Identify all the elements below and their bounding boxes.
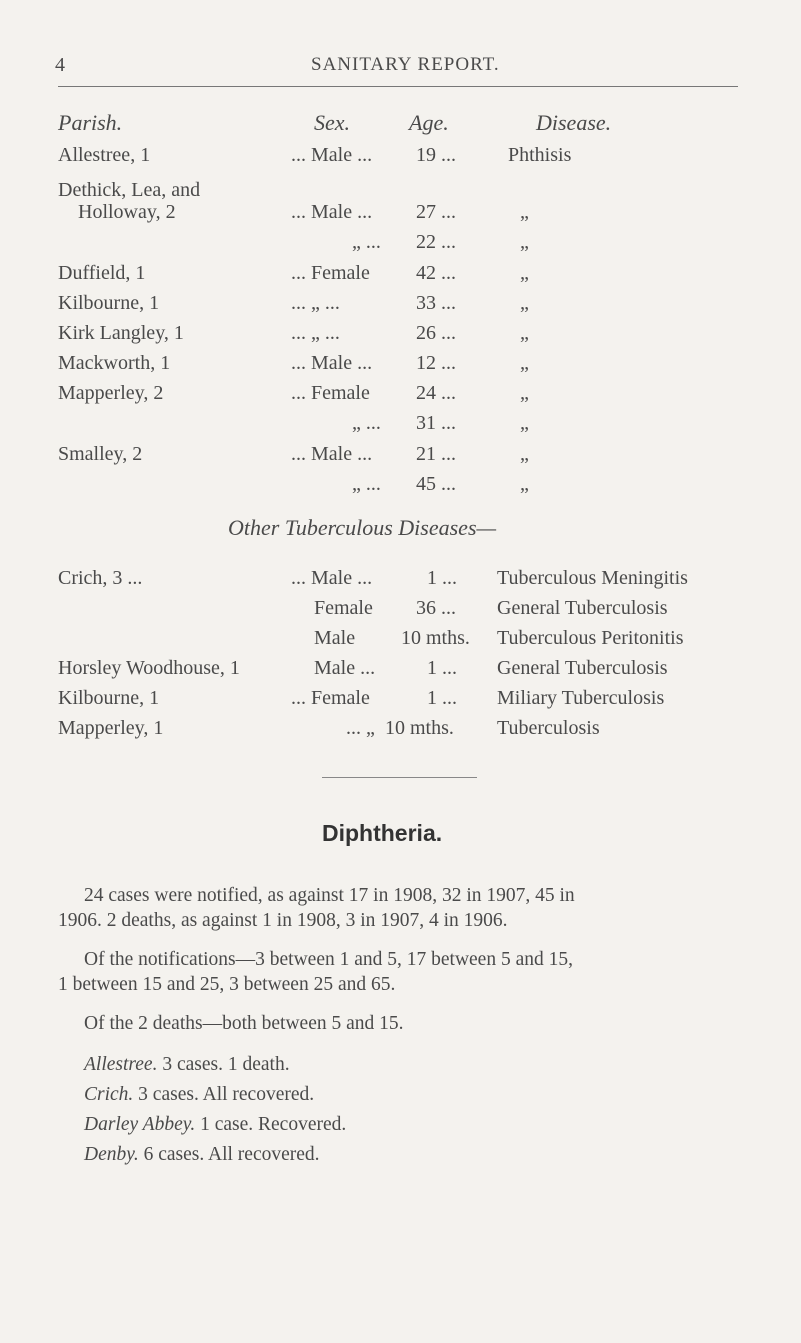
table-cell-age: 10 mths. xyxy=(401,627,470,649)
header-rule xyxy=(58,86,738,87)
table-cell-sex: ... Male ... xyxy=(291,567,373,589)
table-cell-age: 45 ... xyxy=(416,473,456,495)
table-cell-age: 33 ... xyxy=(416,292,456,314)
column-head-sex: Sex. xyxy=(314,110,351,135)
table-cell-age: 1 ... xyxy=(427,687,457,709)
section-divider xyxy=(322,777,477,778)
place-note: 3 cases. 1 death. xyxy=(162,1054,290,1075)
table-cell-parish: Kilbourne, 1 xyxy=(58,292,160,314)
table-cell-age: 1 ... xyxy=(427,567,457,589)
table-cell-disease: Tuberculous Peritonitis xyxy=(497,627,684,649)
table-cell-disease: „ xyxy=(520,443,529,465)
table-cell-disease: General Tuberculosis xyxy=(497,597,668,619)
table-cell-age: 19 ... xyxy=(416,144,456,166)
table-cell-disease: „ xyxy=(520,292,529,314)
diphtheria-para-3: Of the 2 deaths—both between 5 and 15. xyxy=(84,1013,404,1034)
table-cell-sex: „ ... xyxy=(352,473,381,495)
table-cell-disease: „ xyxy=(520,382,529,404)
table-cell-age: 1 ... xyxy=(427,657,457,679)
diphtheria-heading: Diphtheria. xyxy=(322,820,443,846)
table-cell-parish: Kilbourne, 1 xyxy=(58,687,160,709)
table-cell-age: 10 mths. xyxy=(385,717,454,739)
place-name: Allestree. xyxy=(84,1054,158,1075)
table-cell-age: 27 ... xyxy=(416,201,456,223)
table-cell-age: 31 ... xyxy=(416,412,456,434)
table-cell-age: 36 ... xyxy=(416,597,456,619)
page-number: 4 xyxy=(55,54,65,76)
table-cell-sex: „ ... xyxy=(352,412,381,434)
table-cell-parish: Crich, 3 ... xyxy=(58,567,143,589)
table-cell-parish: Allestree, 1 xyxy=(58,144,151,166)
table-cell-age: 12 ... xyxy=(416,352,456,374)
place-note: 3 cases. All recovered. xyxy=(138,1084,315,1105)
table-cell-sex: „ ... xyxy=(352,231,381,253)
place-entry xyxy=(58,1053,290,1077)
table-cell-sex: ... Male ... xyxy=(291,443,373,465)
table-cell-disease: „ xyxy=(520,322,529,344)
place-note: 1 case. Recovered. xyxy=(200,1114,347,1135)
table-cell-disease: „ xyxy=(520,352,529,374)
table-cell-sex: Male ... xyxy=(314,657,376,679)
table-cell-sex: ... Female xyxy=(291,382,370,404)
table-cell-parish: Mackworth, 1 xyxy=(58,352,171,374)
place-name: Darley Abbey. xyxy=(84,1114,196,1135)
place-entry xyxy=(58,1143,320,1167)
table-cell-parish: Dethick, Lea, and xyxy=(58,179,201,201)
table-cell-disease: Miliary Tuberculosis xyxy=(497,687,665,709)
table-cell-age: 22 ... xyxy=(416,231,456,253)
table-cell-parish: Horsley Woodhouse, 1 xyxy=(58,657,240,679)
table-cell-disease: Tuberculous Meningitis xyxy=(497,567,688,589)
table-cell-parish: Holloway, 2 xyxy=(78,201,176,223)
table-cell-age: 21 ... xyxy=(416,443,456,465)
table-cell-sex: ... „ xyxy=(346,717,375,739)
table-cell-parish: Smalley, 2 xyxy=(58,443,143,465)
table-cell-age: 42 ... xyxy=(416,262,456,284)
table-cell-sex: ... Female xyxy=(291,262,370,284)
table-cell-sex: ... Male ... xyxy=(291,352,373,374)
table-cell-disease: Tuberculosis xyxy=(497,717,600,739)
place-name: Denby. xyxy=(84,1144,139,1165)
table-cell-disease: „ xyxy=(520,412,529,434)
table-cell-disease: „ xyxy=(520,231,529,253)
diphtheria-para-2-line-2: 1 between 15 and 25, 3 between 25 and 65. xyxy=(58,974,396,995)
table-cell-parish: Mapperley, 1 xyxy=(58,717,164,739)
table-cell-disease: General Tuberculosis xyxy=(497,657,668,679)
table-cell-disease: „ xyxy=(520,201,529,223)
place-entry xyxy=(58,1113,346,1137)
table-cell-sex: Female xyxy=(314,597,373,619)
table-cell-sex: ... Male ... xyxy=(291,144,373,166)
place-entry xyxy=(58,1083,314,1107)
diphtheria-para-1-line-2: 1906. 2 deaths, as against 1 in 1908, 3 in 1907, 4 in 1906. xyxy=(58,910,508,931)
table-cell-age: 24 ... xyxy=(416,382,456,404)
table-cell-sex: Male xyxy=(314,627,356,649)
table-cell-parish: Mapperley, 2 xyxy=(58,382,164,404)
column-head-parish: Parish. xyxy=(58,110,123,135)
diphtheria-para-1-line-1: 24 cases were notified, as against 17 in 1908, 32 in 1907, 45 in xyxy=(84,885,575,906)
table-cell-disease: Phthisis xyxy=(508,144,572,166)
table-cell-parish: Duffield, 1 xyxy=(58,262,146,284)
table-cell-sex: ... Male ... xyxy=(291,201,373,223)
table-cell-sex: ... „ ... xyxy=(291,322,340,344)
column-head-disease: Disease. xyxy=(536,110,612,135)
place-name: Crich. xyxy=(84,1084,134,1105)
table-cell-disease: „ xyxy=(520,262,529,284)
table-cell-parish: Kirk Langley, 1 xyxy=(58,322,184,344)
running-title: SANITARY REPORT. xyxy=(311,54,500,75)
table-cell-disease: „ xyxy=(520,473,529,495)
place-note: 6 cases. All recovered. xyxy=(143,1144,320,1165)
table-cell-sex: ... Female xyxy=(291,687,370,709)
diphtheria-para-2-line-1: Of the notifications—3 between 1 and 5, 17 between 5 and 15, xyxy=(84,949,573,970)
column-head-age: Age. xyxy=(409,110,449,135)
section-title-other-tuberculous: Other Tuberculous Diseases— xyxy=(228,515,497,540)
table-cell-sex: ... „ ... xyxy=(291,292,340,314)
table-cell-age: 26 ... xyxy=(416,322,456,344)
